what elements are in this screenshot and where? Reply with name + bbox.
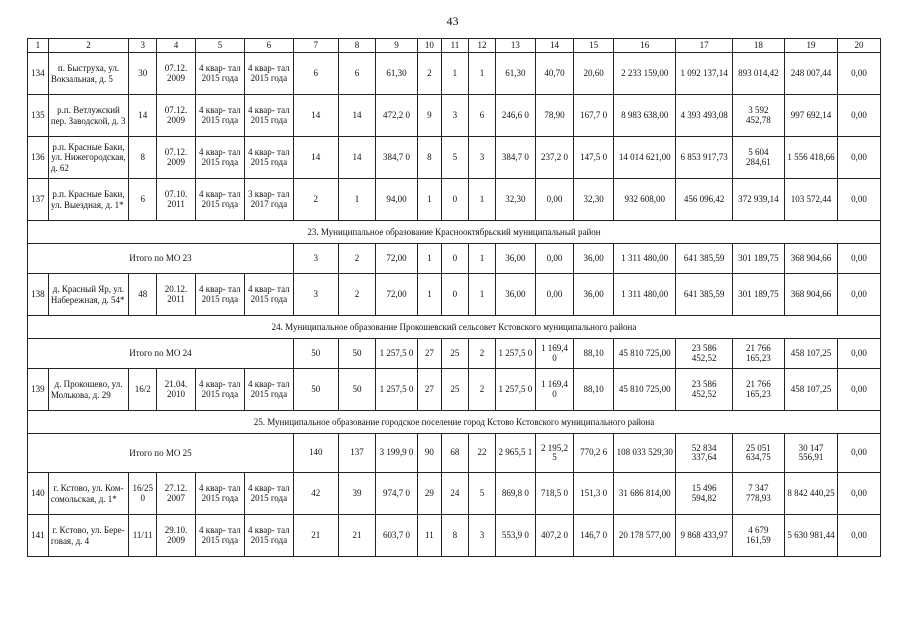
table-cell: 72,00 [376,274,418,316]
table-cell: 974,7 0 [376,473,418,515]
table-cell: 15 496 594,82 [676,473,732,515]
table-cell: 16/25 0 [129,473,157,515]
table-cell: 1 311 480,00 [613,274,676,316]
table-cell: 4 квар- тал 2015 года [195,369,244,411]
table-cell: 14 014 621,00 [613,137,676,179]
total-row [28,434,881,473]
row-number-cell: 137 [28,179,49,221]
column-header: 8 [338,39,376,53]
table-cell: 4 квар- тал 2015 года [244,95,293,137]
table-cell: 50 [338,369,376,411]
table-cell: 770,2 6 [574,434,614,473]
address-cell: д. Красный Яр, ул. Набережная, д. 54* [48,274,128,316]
table-cell: 4 квар- тал 2015 года [195,515,244,557]
section-row [28,221,881,244]
table-cell: 3 [468,137,495,179]
table-row [28,473,881,515]
table-cell: 0,00 [838,137,881,179]
page-number: 43 [446,14,459,28]
table-cell: 0 [441,274,468,316]
table-cell: 50 [293,369,338,411]
table-cell: 718,5 0 [535,473,574,515]
table-cell: 61,30 [496,53,536,95]
table-cell: 2 [417,53,441,95]
table-cell: 4 квар- тал 2015 года [244,473,293,515]
column-header: 9 [376,39,418,53]
table-cell: 68 [441,434,468,473]
column-header: 13 [496,39,536,53]
table-cell: 36,00 [496,244,536,274]
table-cell: 237,2 0 [535,137,574,179]
table-cell: 4 квар- тал 2015 года [244,274,293,316]
column-header: 4 [157,39,196,53]
address-cell: р.п. Ветлужский пер. Заводской, д. 3 [48,95,128,137]
table-cell: 0,00 [838,434,881,473]
table-cell: 893 014,42 [732,53,784,95]
table-cell: 248 007,44 [784,53,837,95]
column-header: 10 [417,39,441,53]
row-number-cell: 134 [28,53,49,95]
table-cell: 146,7 0 [574,515,614,557]
table-cell: 07.12. 2009 [157,95,196,137]
table-cell: 2 [468,369,495,411]
table-cell: 932 608,00 [613,179,676,221]
table-cell: 997 692,14 [784,95,837,137]
table-cell: 1 257,5 0 [496,369,536,411]
table-cell: 1 169,4 0 [535,369,574,411]
table-cell: 32,30 [496,179,536,221]
table-cell: 4 квар- тал 2015 года [195,137,244,179]
table-cell: 1 [417,179,441,221]
section-row [28,411,881,434]
table-cell: 6 [129,179,157,221]
row-number-cell: 141 [28,515,49,557]
table-cell: 3 199,9 0 [376,434,418,473]
total-row [28,339,881,369]
table-cell: 29.10. 2009 [157,515,196,557]
table-cell: 11 [417,515,441,557]
table-cell: 5 604 284,61 [732,137,784,179]
table-cell: 3 [293,274,338,316]
table-cell: 6 [293,53,338,95]
table-cell: 384,7 0 [376,137,418,179]
row-number-cell: 135 [28,95,49,137]
table-cell: 1 [468,274,495,316]
total-label: Итого по МО 23 [28,244,294,274]
table-cell: 553,9 0 [496,515,536,557]
table-cell: 2 [338,244,376,274]
table-cell: 2 233 159,00 [613,53,676,95]
table-cell: 78,90 [535,95,574,137]
table-cell: 21.04. 2010 [157,369,196,411]
table-cell: 94,00 [376,179,418,221]
table-cell: 368 904,66 [784,244,837,274]
table-cell: 29 [417,473,441,515]
table-cell: 90 [417,434,441,473]
table-cell: 4 679 161,59 [732,515,784,557]
table-cell: 0,00 [838,179,881,221]
table-row [28,369,881,411]
table-cell: 0,00 [535,274,574,316]
table-cell: 52 834 337,64 [676,434,732,473]
column-header: 7 [293,39,338,53]
table-cell: 20.12. 2011 [157,274,196,316]
table-cell: 641 385,59 [676,274,732,316]
table-cell: 3 592 452,78 [732,95,784,137]
table-row [28,137,881,179]
column-header: 14 [535,39,574,53]
table-cell: 140 [293,434,338,473]
table-cell: 1 [468,53,495,95]
address-cell: д. Прокошево, ул. Молькова, д. 29 [48,369,128,411]
table-cell: 0,00 [838,473,881,515]
address-cell: п. Быструха, ул. Вокзальная, д. 5 [48,53,128,95]
column-header: 20 [838,39,881,53]
table-cell: 384,7 0 [496,137,536,179]
table-cell: 0,00 [838,369,881,411]
table-cell: 39 [338,473,376,515]
table-cell: 7 347 778,93 [732,473,784,515]
table-cell: 103 572,44 [784,179,837,221]
table-cell: 40,70 [535,53,574,95]
table-cell: 0,00 [535,244,574,274]
table-cell: 32,30 [574,179,614,221]
table-cell: 36,00 [574,244,614,274]
table-cell: 0 [441,179,468,221]
table-cell: 8 [129,137,157,179]
table-cell: 61,30 [376,53,418,95]
table-row [28,274,881,316]
table-cell: 11/11 [129,515,157,557]
table-cell: 458 107,25 [784,339,837,369]
table-cell: 30 [129,53,157,95]
table-cell: 603,7 0 [376,515,418,557]
address-cell: г. Кстово, ул. Ком- сомольская, д. 1* [48,473,128,515]
table-cell: 4 квар- тал 2015 года [195,274,244,316]
table-cell: 0,00 [838,339,881,369]
table-cell: 1 [468,244,495,274]
table-cell: 14 [338,137,376,179]
table-cell: 0,00 [838,515,881,557]
section-title: 24. Муниципальное образование Прокошевский сельсовет Кстовского муниципального района [28,316,881,339]
total-label: Итого по МО 24 [28,339,294,369]
table-cell: 0,00 [838,274,881,316]
table-cell: 20 178 577,00 [613,515,676,557]
table-cell: 21 766 165,23 [732,369,784,411]
table-cell: 151,3 0 [574,473,614,515]
table-cell: 301 189,75 [732,274,784,316]
address-cell: г. Кстово, ул. Бере- говая, д. 4 [48,515,128,557]
column-header: 16 [613,39,676,53]
table-cell: 24 [441,473,468,515]
table-cell: 0,00 [535,179,574,221]
table-cell: 3 [293,244,338,274]
table-cell: 1 257,5 0 [376,369,418,411]
total-row [28,244,881,274]
row-number-cell: 140 [28,473,49,515]
table-cell: 368 904,66 [784,274,837,316]
header-row [28,39,881,53]
table-cell: 2 195,2 5 [535,434,574,473]
table-cell: 3 [468,515,495,557]
table-cell: 9 [417,95,441,137]
table-cell: 108 033 529,30 [613,434,676,473]
data-table [27,38,881,557]
column-header: 6 [244,39,293,53]
table-cell: 20,60 [574,53,614,95]
table-cell: 88,10 [574,369,614,411]
section-row [28,316,881,339]
table-cell: 9 868 433,97 [676,515,732,557]
table-cell: 22 [468,434,495,473]
table-cell: 0,00 [838,244,881,274]
column-header: 18 [732,39,784,53]
table-cell: 45 810 725,00 [613,339,676,369]
table-cell: 23 586 452,52 [676,369,732,411]
table-cell: 1 [417,244,441,274]
table-cell: 4 квар- тал 2015 года [244,515,293,557]
table-cell: 36,00 [496,274,536,316]
table-cell: 456 096,42 [676,179,732,221]
table-cell: 4 квар- тал 2015 года [195,473,244,515]
table-cell: 0 [441,244,468,274]
table-cell: 8 983 638,00 [613,95,676,137]
table-cell: 14 [338,95,376,137]
table-cell: 1 092 137,14 [676,53,732,95]
table-cell: 458 107,25 [784,369,837,411]
table-cell: 2 [338,274,376,316]
table-cell: 147,5 0 [574,137,614,179]
table-row [28,53,881,95]
table-cell: 1 [441,53,468,95]
table-cell: 25 051 634,75 [732,434,784,473]
table-cell: 27.12. 2007 [157,473,196,515]
table-cell: 50 [338,339,376,369]
table-cell: 4 квар- тал 2015 года [244,137,293,179]
table-cell: 301 189,75 [732,244,784,274]
table-cell: 14 [293,95,338,137]
table-cell: 88,10 [574,339,614,369]
table-cell: 45 810 725,00 [613,369,676,411]
table-cell: 30 147 556,91 [784,434,837,473]
table-cell: 21 766 165,23 [732,339,784,369]
table-cell: 42 [293,473,338,515]
table-cell: 641 385,59 [676,244,732,274]
table-cell: 27 [417,369,441,411]
column-header: 17 [676,39,732,53]
table-cell: 246,6 0 [496,95,536,137]
table-cell: 4 квар- тал 2015 года [244,53,293,95]
column-header: 12 [468,39,495,53]
table-cell: 1 [468,179,495,221]
section-title: 23. Муниципальное образование Краснооктябрьский муниципальный район [28,221,881,244]
table-cell: 14 [129,95,157,137]
table-cell: 3 [441,95,468,137]
table-cell: 1 [417,274,441,316]
table-cell: 6 [338,53,376,95]
row-number-cell: 138 [28,274,49,316]
table-cell: 137 [338,434,376,473]
table-cell: 8 [441,515,468,557]
table-cell: 21 [293,515,338,557]
table-cell: 25 [441,369,468,411]
table-cell: 50 [293,339,338,369]
table-cell: 2 [293,179,338,221]
table-cell: 6 [468,95,495,137]
table-cell: 1 257,5 0 [496,339,536,369]
table-cell: 1 556 418,66 [784,137,837,179]
table-cell: 167,7 0 [574,95,614,137]
table-cell: 4 393 493,08 [676,95,732,137]
table-cell: 5 630 981,44 [784,515,837,557]
column-header: 2 [48,39,128,53]
table-cell: 5 [441,137,468,179]
table-cell: 25 [441,339,468,369]
table-cell: 4 квар- тал 2015 года [244,369,293,411]
table-cell: 4 квар- тал 2015 года [195,179,244,221]
table-cell: 21 [338,515,376,557]
table-cell: 4 квар- тал 2015 года [195,95,244,137]
row-number-cell: 139 [28,369,49,411]
table-cell: 48 [129,274,157,316]
column-header: 19 [784,39,837,53]
table-cell: 372 939,14 [732,179,784,221]
section-title: 25. Муниципальное образование городское поселение город Кстово Кстовского муниципального района [28,411,881,434]
table-cell: 3 квар- тал 2017 года [244,179,293,221]
table-cell: 2 [468,339,495,369]
table-cell: 0,00 [838,53,881,95]
table-cell: 4 квар- тал 2015 года [195,53,244,95]
column-header: 3 [129,39,157,53]
table-cell: 6 853 917,73 [676,137,732,179]
table-cell: 8 842 440,25 [784,473,837,515]
table-cell: 31 686 814,00 [613,473,676,515]
table-cell: 1 257,5 0 [376,339,418,369]
table-cell: 1 311 480,00 [613,244,676,274]
table-cell: 472,2 0 [376,95,418,137]
table-cell: 1 [338,179,376,221]
table-cell: 14 [293,137,338,179]
column-header: 5 [195,39,244,53]
table-cell: 5 [468,473,495,515]
table-row [28,515,881,557]
table-cell: 2 965,5 1 [496,434,536,473]
table-row [28,95,881,137]
address-cell: р.п. Красные Баки, ул. Выездная, д. 1* [48,179,128,221]
table-row [28,179,881,221]
table-cell: 36,00 [574,274,614,316]
table-cell: 0,00 [838,95,881,137]
table-cell: 869,8 0 [496,473,536,515]
table-cell: 72,00 [376,244,418,274]
table-cell: 407,2 0 [535,515,574,557]
row-number-cell: 136 [28,137,49,179]
table-cell: 07.10. 2011 [157,179,196,221]
address-cell: р.п. Красные Баки, ул. Нижегородская, д. 62 [48,137,128,179]
table-cell: 8 [417,137,441,179]
total-label: Итого по МО 25 [28,434,294,473]
column-header: 11 [441,39,468,53]
column-header: 1 [28,39,49,53]
table-cell: 07.12. 2009 [157,137,196,179]
table-cell: 07.12. 2009 [157,53,196,95]
table-cell: 27 [417,339,441,369]
table-cell: 1 169,4 0 [535,339,574,369]
table-cell: 16/2 [129,369,157,411]
column-header: 15 [574,39,614,53]
table-cell: 23 586 452,52 [676,339,732,369]
